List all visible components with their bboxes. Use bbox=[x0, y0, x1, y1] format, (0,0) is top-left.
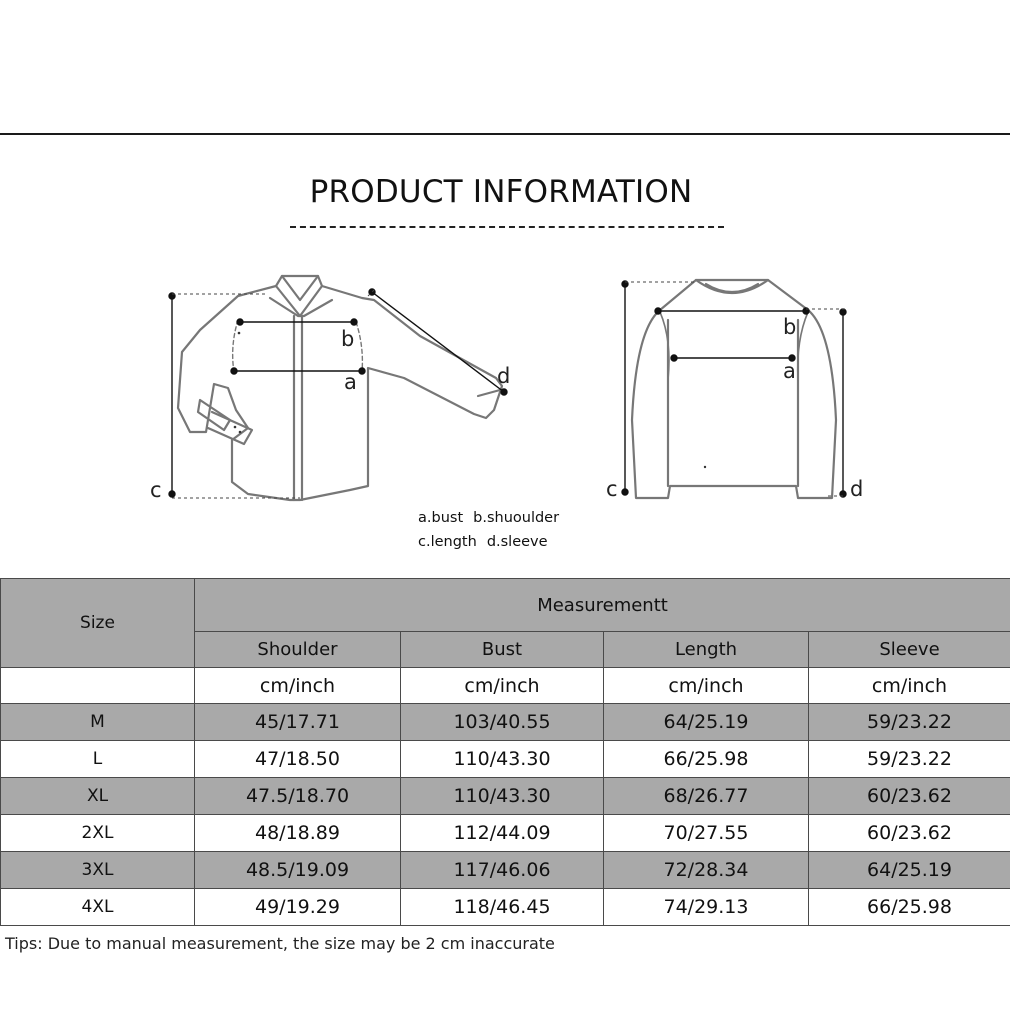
column-header-bust: Bust bbox=[401, 632, 604, 668]
table-row bbox=[1, 778, 1010, 815]
sweater-label-d: d bbox=[850, 477, 864, 501]
length-cell: 74/29.13 bbox=[604, 889, 809, 926]
unit-cell: cm/inch bbox=[401, 668, 604, 704]
size-chart-table bbox=[0, 578, 1010, 926]
length-cell: 70/27.55 bbox=[604, 815, 809, 852]
shoulder-cell: 48/18.89 bbox=[195, 815, 401, 852]
size-cell: 2XL bbox=[1, 815, 195, 852]
measurement-header: Measurementt bbox=[195, 579, 1010, 632]
legend-bust: a.bust bbox=[418, 510, 464, 526]
legend-line-1 bbox=[418, 510, 559, 526]
shirt-label-b: b bbox=[341, 327, 355, 351]
unit-cell: cm/inch bbox=[809, 668, 1010, 704]
units-row bbox=[1, 668, 1010, 704]
shirt-label-a: a bbox=[344, 370, 357, 394]
title-underline bbox=[290, 226, 724, 228]
table-row bbox=[1, 852, 1010, 889]
shoulder-cell: 47.5/18.70 bbox=[195, 778, 401, 815]
table-row bbox=[1, 815, 1010, 852]
length-cell: 66/25.98 bbox=[604, 741, 809, 778]
column-header-sleeve: Sleeve bbox=[809, 632, 1010, 668]
table-row bbox=[1, 889, 1010, 926]
sleeve-cell: 66/25.98 bbox=[809, 889, 1010, 926]
bust-cell: 112/44.09 bbox=[401, 815, 604, 852]
bust-cell: 110/43.30 bbox=[401, 741, 604, 778]
sleeve-cell: 60/23.62 bbox=[809, 815, 1010, 852]
tips-note: Tips: Due to manual measurement, the size may be 2 cm inaccurate bbox=[5, 934, 555, 953]
size-cell: 4XL bbox=[1, 889, 195, 926]
legend-line-2 bbox=[418, 534, 548, 550]
shoulder-cell: 45/17.71 bbox=[195, 704, 401, 741]
column-header-length: Length bbox=[604, 632, 809, 668]
bust-cell: 117/46.06 bbox=[401, 852, 604, 889]
top-divider bbox=[0, 133, 1010, 135]
bust-cell: 110/43.30 bbox=[401, 778, 604, 815]
column-header-shoulder: Shoulder bbox=[195, 632, 401, 668]
table-row bbox=[1, 704, 1010, 741]
page-title: PRODUCT INFORMATION bbox=[309, 174, 693, 210]
sweater-label-a: a bbox=[783, 359, 796, 383]
garment-measurement-diagram bbox=[0, 240, 1010, 510]
bust-cell: 103/40.55 bbox=[401, 704, 604, 741]
sleeve-cell: 59/23.22 bbox=[809, 741, 1010, 778]
bust-cell: 118/46.45 bbox=[401, 889, 604, 926]
length-cell: 72/28.34 bbox=[604, 852, 809, 889]
legend-shoulder: b.shuoulder bbox=[473, 510, 560, 526]
size-cell: L bbox=[1, 741, 195, 778]
size-cell: M bbox=[1, 704, 195, 741]
units-empty-cell bbox=[1, 668, 195, 704]
sleeve-cell: 60/23.62 bbox=[809, 778, 1010, 815]
length-cell: 68/26.77 bbox=[604, 778, 809, 815]
sleeve-cell: 64/25.19 bbox=[809, 852, 1010, 889]
size-cell: XL bbox=[1, 778, 195, 815]
table-row bbox=[1, 741, 1010, 778]
sweater-label-b: b bbox=[783, 315, 797, 339]
unit-cell: cm/inch bbox=[604, 668, 809, 704]
sweater-label-c: c bbox=[606, 477, 618, 501]
shoulder-cell: 49/19.29 bbox=[195, 889, 401, 926]
shoulder-cell: 47/18.50 bbox=[195, 741, 401, 778]
legend-sleeve: d.sleeve bbox=[486, 534, 548, 550]
size-header: Size bbox=[1, 579, 195, 668]
size-cell: 3XL bbox=[1, 852, 195, 889]
shirt-label-c: c bbox=[150, 478, 162, 502]
shirt-outline-icon bbox=[178, 276, 502, 500]
shoulder-cell: 48.5/19.09 bbox=[195, 852, 401, 889]
shirt-label-d: d bbox=[497, 364, 511, 388]
length-cell: 64/25.19 bbox=[604, 704, 809, 741]
unit-cell: cm/inch bbox=[195, 668, 401, 704]
sleeve-cell: 59/23.22 bbox=[809, 704, 1010, 741]
legend-length: c.length bbox=[418, 534, 477, 550]
